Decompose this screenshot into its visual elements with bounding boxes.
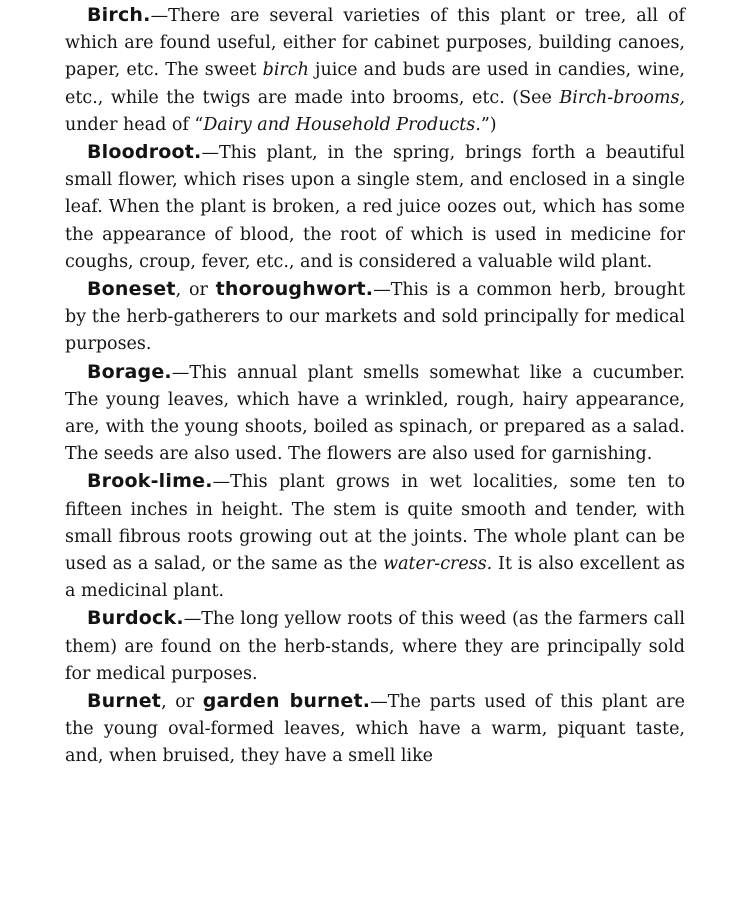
entry-text: juice and buds are used in candies, wine, etc., while the twigs are made into brooms, etc. (See: [65, 60, 685, 108]
entry-dash: —: [373, 280, 391, 301]
entry-term: Boneset: [87, 278, 176, 301]
entry-term: Birch.: [87, 4, 151, 26]
italic-reference: Birch-brooms,: [559, 87, 685, 108]
entry-term: Borage.: [87, 360, 172, 383]
entry-dash: —: [171, 362, 190, 383]
entry-dash: —: [150, 6, 169, 26]
entry-text: There are several varieties of this plant or tree, all of which are found useful, either for cabinet purposes, building canoes, paper, etc. The sweet: [65, 6, 685, 81]
entry-boneset: [65, 276, 685, 359]
entry-dash: —: [201, 143, 219, 164]
entry-dash: —: [212, 472, 231, 493]
entry-connector: , or: [175, 280, 216, 301]
entry-burdock: [65, 605, 685, 688]
entry-brook-lime: [65, 468, 685, 605]
entry-bloodroot: [65, 139, 685, 276]
entry-borage: [65, 359, 685, 469]
entry-term: Bloodroot.: [87, 141, 202, 164]
entry-term: Burnet: [87, 690, 162, 713]
entry-connector: , or: [161, 692, 203, 713]
entry-birch: [65, 2, 685, 139]
entry-dash: —: [370, 692, 388, 713]
entry-text: This plant, in the spring, brings forth a beautiful small flower, which rises upon a single stem, and enclosed in a single leaf. When the plant is broken, a red juice oozes out, which has some the appearance of blood, the root of which is used in medicine for coughs, croup, fever, etc., and is considered a valuable wild plant.: [65, 143, 685, 272]
entry-term-alt: garden burnet.: [202, 690, 371, 713]
entry-text: This annual plant smells somewhat like a cucumber. The young leaves, which have a wrinkled, rough, hairy appearance, are, with the young shoots, boiled as spinach, or prepared as a salad. The seeds are also used. The flowers are also used for garnishing.: [65, 362, 685, 465]
entry-text: The long yellow roots of this weed (as the farmers call them) are found on the herb-stands, where they are principally sold for medical purposes.: [65, 609, 685, 684]
italic-term: birch: [262, 60, 309, 81]
document-page: [65, 2, 685, 771]
entry-term: Burdock.: [87, 607, 184, 630]
entry-burnet: [65, 688, 685, 771]
entry-term: Brook-lime.: [87, 470, 213, 493]
italic-reference: Dairy and Household Products.: [203, 114, 481, 135]
entry-text: This plant grows in wet localities, some ten to fifteen inches in height. The stem is quite smooth and tender, with small fibrous roots growing out at the joints. The whole plant can be used as a salad, or the same as the: [65, 472, 685, 575]
entry-dash: —: [183, 609, 202, 630]
entry-text: under head of “: [65, 114, 204, 135]
entry-text: This is a common herb, brought by the herb-gatherers to our markets and sold principally for medical purposes.: [65, 280, 685, 355]
entry-text: The parts used of this plant are the young oval-formed leaves, which have a warm, piquant taste, and, when bruised, they have a smell like: [65, 692, 685, 767]
italic-term: water-cress.: [383, 554, 493, 575]
entry-term-alt: thoroughwort.: [215, 278, 374, 301]
entry-text: ”): [480, 114, 497, 135]
entry-text: It is also excellent as a medicinal plant.: [65, 554, 685, 602]
